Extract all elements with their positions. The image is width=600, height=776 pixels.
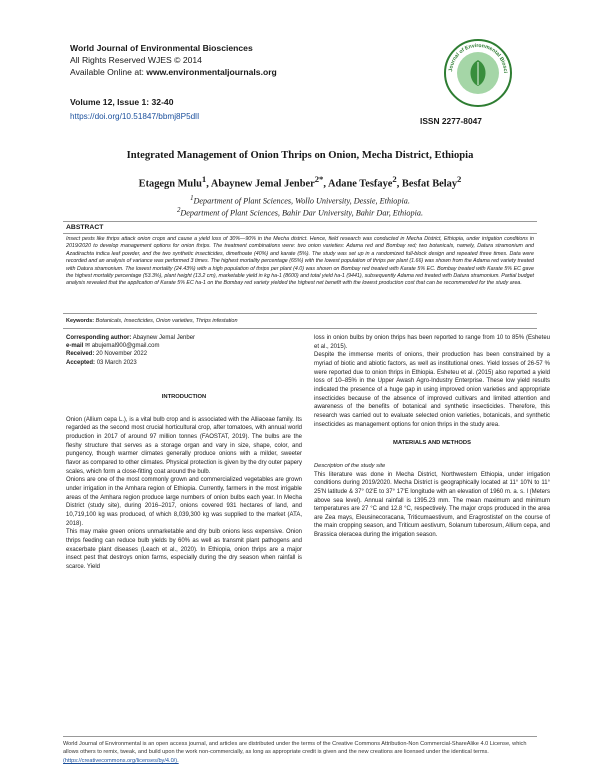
issn: ISSN 2277-8047 bbox=[420, 116, 482, 126]
received-date: 20 November 2022 bbox=[96, 351, 148, 358]
keywords-text: Botanicals, Insecticides, Onion varieties, Thrips infestation bbox=[95, 318, 238, 324]
left-column bbox=[66, 383, 302, 571]
author-list: Etagegn Mulu$^1$, Abaynew Jemal Jenber$^{2*}$, Adane Tesfaye$^2$, Besfat Belay$^2$ bbox=[138, 174, 462, 190]
body-paragraph: Despite the immense merits of onions, their production has been constrained by a myriad of biotic and abiotic factors, as well as institutional ones. Yield losses of 26-57 % were reported due to onion thrips in Ethiopia. Esheteu et al. (2015) also reported a yield loss of 10–85% in the Upper Awash Agro-Industry Enterprise. These low yield results indicated the presence of a huge gap in using improved onion varieties and appropriate insecticides because of the absence of improved cultivars and limited attention and awareness of the benefits of botanical and synthetic insecticides. Therefore, this research was carried out to evaluate selected onion varieties, botanicals, and synthetic insecticides as management options for onion thrips in the study area. bbox=[314, 352, 550, 428]
email-link[interactable]: abujemal900@gmail.com bbox=[91, 343, 160, 350]
logo-text: Journal of Environmental Biosci bbox=[448, 42, 509, 74]
abstract-heading: ABSTRACT bbox=[66, 224, 104, 231]
license-text: World Journal of Environmental is an open access journal, and articles are distributed under the terms of the Creative Commons Attribution-Non Commercial-ShareAlike 4.0 License, which allows others to remix, tweak, and build upon the work non-commercially, as long as appropriate credit is given and the new creations are licensed under the identical terms. bbox=[63, 741, 527, 756]
right-column bbox=[314, 334, 550, 540]
divider bbox=[63, 328, 537, 329]
author-name: Besfat Belay bbox=[401, 178, 458, 190]
journal-name: World Journal of Environmental Biosciences bbox=[70, 43, 253, 53]
available-prefix: Available Online at: bbox=[70, 67, 147, 77]
intro-paragraph: Onion (Allium cepa L.), is a vital bulb crop and is associated with the Alliaceae family. Its regarded as the second most crucial horticultural crop, after tomatoes, with annual world production in 2017 of around 97 million tonnes (FAOSTAT, 2019). The bulbs are the fleshy structure that serves as a storage organ and vary in size, shape, color, and pungency, though warmer climates generally produce onions with a milder, sweeter flavor as compared to other climates. Physical protection is given by the dry outer papery scales, which form a close-fitting coat around the bulb. bbox=[66, 416, 302, 475]
accepted-date: 03 March 2023 bbox=[96, 359, 137, 366]
issue-info: Volume 12, Issue 1: 32-40 bbox=[70, 97, 174, 107]
abstract-text: Insect pests like thrips attack onion crops and cause a yield loss of 30%—90% in the Mecha district. Hence, field research was conducted in Mecha District, Ethiopia, under irrigation conditions in 2019/2020 to develop management options for onion thrips. The treatment combinations were: two onion varieties: Adama red and Bombay red; two botanicals, namely, Datura stramonium and Azadirachta indica leaf powder, and the two synthetic insecticides, dimethoate (40%) and karate (5%). The study was set up in a randomized full-block design and repeated three times. Data were recorded and an analysis of variance was performed 3 times. The highest mortality percentage (65%) with the lowest population of thrips per plant (1.66) was shown from the Adama red variety treated with Datura stramonium. The lowest mortality (24.43%) with a high population of thrips per plant (4.0) was shown on Bombay red treated with Karate 5% EC. Bombay treated with Karate 5% EC gave the highest mortality percentage (53.3%), plant height (13.2 cm), marketable yield in kg ha-1 (8600) and total yield ha-1 (9441), subsequently Adama red treated with Datura stramonium. Partial budget analysis revealed that the application of Karate 5% EC ha-1 on the Bombay red variety yielded the highest net benefit with the lowest production cost that can be recommended for the study area. bbox=[66, 236, 534, 287]
divider bbox=[63, 233, 537, 234]
doi-link[interactable]: https://doi.org/10.51847/bbmj8P5dlI bbox=[70, 112, 200, 121]
study-site-subheading: Description of the study site bbox=[314, 462, 386, 469]
divider bbox=[63, 313, 537, 314]
keywords-label: Keywords: bbox=[66, 318, 95, 324]
author-name: Etagegn Mulu bbox=[138, 178, 202, 190]
article-title: Integrated Management of Onion Thrips on Onion, Mecha District, Ethiopia bbox=[126, 150, 474, 161]
license-footer bbox=[63, 740, 537, 765]
introduction-heading: INTRODUCTION bbox=[161, 394, 207, 400]
correspondence-block: Corresponding author: Abaynew Jemal Jenber e-mail ✉ abujemal900@gmail.com Received: 20 November 2022 Accepted: 03 March 2023 bbox=[66, 335, 196, 366]
divider bbox=[63, 736, 537, 737]
affiliation-1: $^1$Department of Plant Sciences, Wollo University, Dessie, Ethiopia. bbox=[190, 195, 410, 206]
license-link[interactable]: (https://creativecommons.org/licenses/by/4.0/). bbox=[63, 757, 179, 764]
author-sup: 2* bbox=[314, 174, 324, 184]
methods-heading: MATERIALS AND METHODS bbox=[393, 440, 471, 447]
mail-icon: ✉ bbox=[85, 343, 91, 350]
rights-line: All Rights Reserved WJES © 2014 bbox=[70, 55, 202, 65]
affiliation-2: $^2$Department of Plant Sciences, Bahir Dar University, Bahir Dar, Ethiopia. bbox=[176, 207, 424, 218]
corresponding-author: Abaynew Jemal Jenber bbox=[132, 335, 196, 341]
body-paragraph: loss in onion bulbs by onion thrips has been reported to range from 10 to 85% (Esheteu et al., 2015). bbox=[314, 335, 550, 350]
body-paragraph: This literature was done in Mecha District, Northwestern Ethiopia, under irrigation conditions during 2019/2020. Mecha District is geographically located at 11° 10'N to 11° 25'N latitude & 37° 02'E to 37° 17'E longitude with an elevation of 1960 m. a. s. l (Meters above sea level). Annual rainfall is 1395.23 mm. The mean maximum and minimum temperatures are 27 °C and 12.8 °C, respectively. The major crops produced in the area are Zea mays, Eleusinecoracana, Triticumaestivum, and Eragrostistef on the course of the main cropping season, and Triticum aestivum, Solanum tuberosum, Allium cepa, and Brassica oleracea during the irrigation season. bbox=[314, 471, 550, 539]
author-sup: 1 bbox=[201, 174, 207, 184]
intro-paragraph: This may make green onions unmarketable and dry bulb onions less expensive. Onion thrips feeding can reduce bulb yields by 60% as well as transmit plant pathogens and exacerbate plant diseases (Leach et al., 2020). In Ethiopia, onion thrips are a major insect pest that destroys onion farms, especially during the dry season when rainfall is scarce. Yield bbox=[66, 529, 302, 570]
journal-logo bbox=[443, 38, 513, 108]
keywords bbox=[66, 318, 534, 324]
author-name: Abaynew Jemal Jenber bbox=[210, 178, 315, 190]
intro-paragraph: Onions are one of the most commonly grown and commercialized vegetables are grown under irrigation in the Amhara region of Ethiopia. Currently, farmers in the most irrigable areas of the Amhara region produce large numbers of onion bulbs each year. In Mecha District (study site), during 2016–2017, onions covered 931 hectares of land, and 10,719,100 kg was produced, of which 8,039,300 kg was supplied to the market (ATA, 2018). bbox=[66, 477, 302, 527]
divider bbox=[63, 221, 537, 222]
author-name: Adane Tesfaye bbox=[328, 178, 393, 190]
author-sup: 2 bbox=[392, 174, 397, 184]
journal-url-link[interactable]: www.environmentaljournals.org bbox=[146, 67, 277, 77]
author-sup: 2 bbox=[457, 174, 462, 184]
